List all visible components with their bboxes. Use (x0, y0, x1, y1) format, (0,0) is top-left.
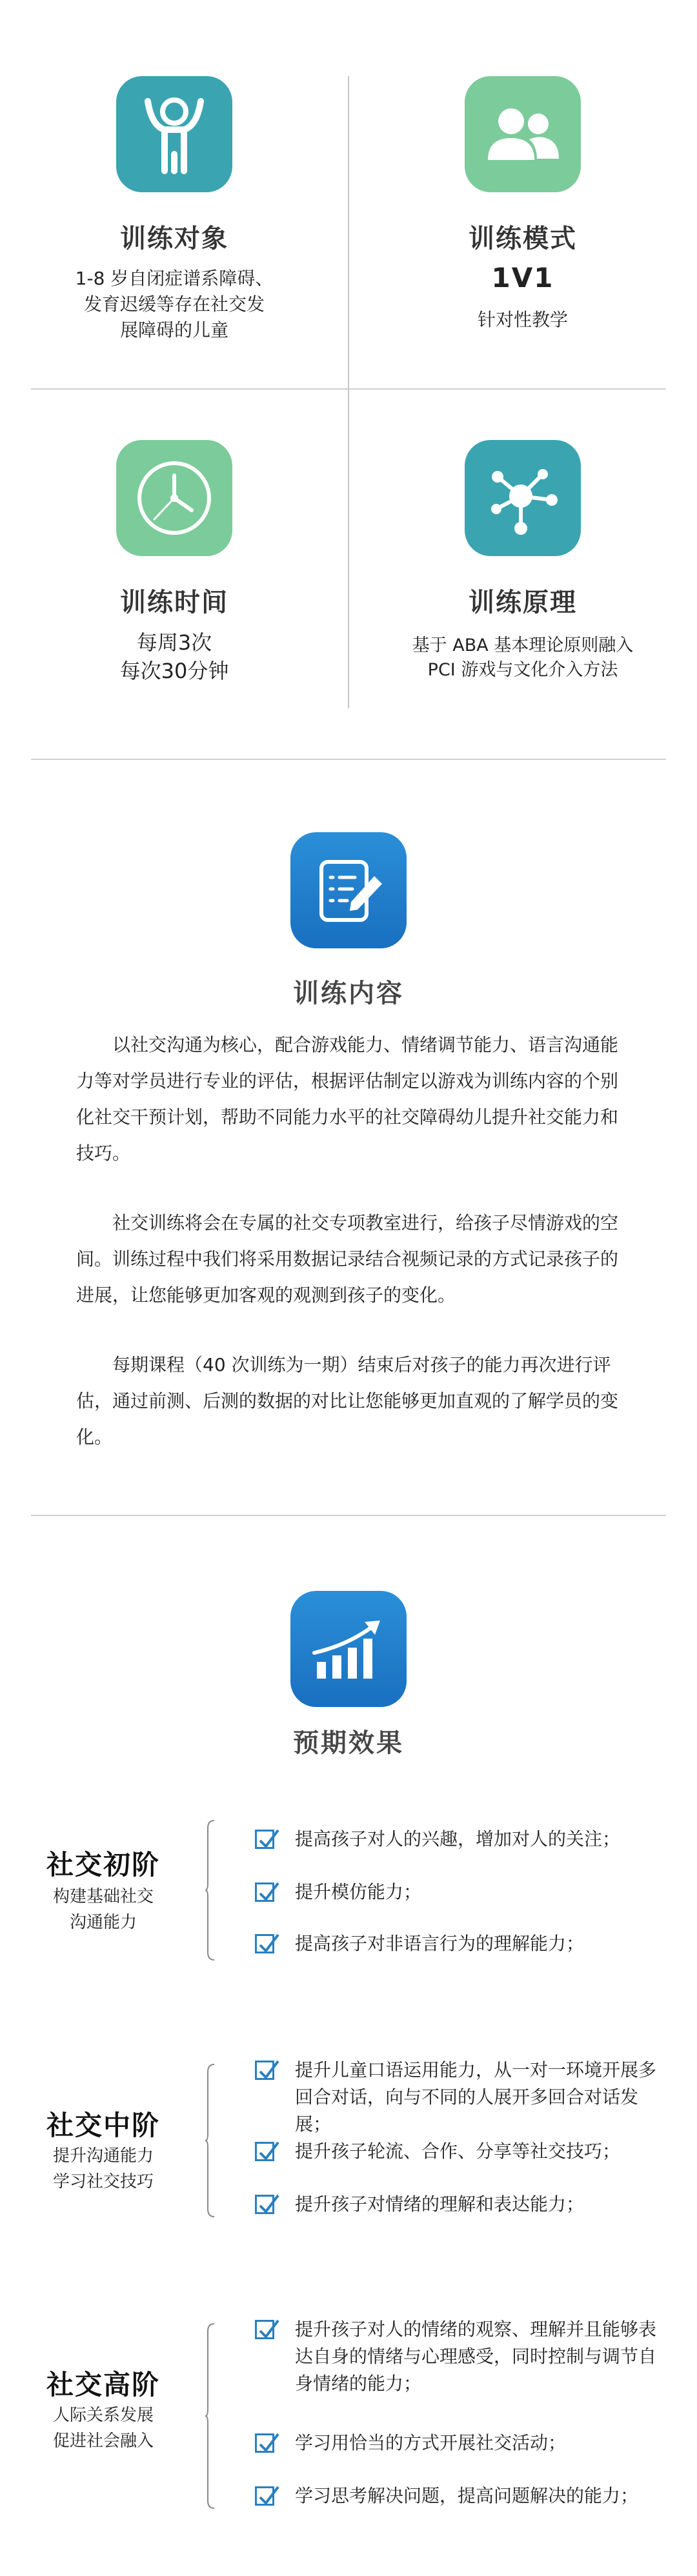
feature-principle (348, 388, 697, 711)
level-subtitle-line: 促进社会融入 (52, 2431, 154, 2451)
growth-chart-icon (290, 1591, 407, 1707)
item-text (295, 2057, 669, 2138)
level-subtitle (39, 2402, 168, 2454)
checkbox-icon (255, 2142, 274, 2161)
feature-title: 训练时间 (120, 588, 228, 617)
checkbox-icon (255, 2195, 274, 2214)
item-line: 提升孩子轮流、合作、分享等社交技巧； (295, 2141, 621, 2162)
feature-line: PCI 游戏与文化介入方法 (427, 660, 618, 680)
feature-title: 训练原理 (469, 588, 577, 617)
expected-effects-title: 预期效果 (293, 1728, 404, 1758)
checkbox-icon (255, 2320, 274, 2339)
feature-text (39, 266, 310, 343)
feature-line: 发育迟缓等存在社交发 (83, 294, 265, 315)
edit-document-icon (290, 832, 407, 948)
people-icon (465, 76, 581, 192)
feature-text (368, 634, 678, 683)
level-subtitle (39, 1884, 168, 1935)
level-brace (205, 1819, 216, 1961)
checkbox-icon (255, 1882, 274, 1902)
level-title: 社交高阶 (46, 2369, 160, 2401)
feature-line: 基于 ABA 基本理论原则融入 (412, 635, 634, 655)
item-line: 提升孩子对人的情绪的观察、理解并且能够表 (295, 2319, 657, 2340)
level-brace (205, 2063, 216, 2218)
feature-time (0, 388, 348, 711)
content-paragraph: 以社交沟通为核心，配合游戏能力、情绪调节能力、语言沟通能力等对学员进行专业的评估，根据评估制定以游戏为训练内容的个别化社交干预计划，帮助不同能力水平的社交障碍幼儿提升社交能力和技巧。 (76, 1034, 619, 1164)
item-line: 提升模仿能力； (295, 1881, 422, 1902)
level-title: 社交初阶 (46, 1849, 160, 1881)
item-line: 学习思考解决问题，提高问题解决的能力； (295, 2485, 639, 2506)
molecule-icon (465, 440, 581, 556)
checkbox-icon (255, 2433, 274, 2453)
checkbox-icon (255, 1934, 274, 1953)
level-subtitle (39, 2143, 168, 2195)
level-subtitle-line: 沟通能力 (69, 1913, 137, 1932)
level-subtitle-line: 构建基础社交 (52, 1887, 154, 1906)
feature-title: 训练模式 (469, 224, 577, 254)
level-title: 社交中阶 (46, 2110, 160, 2141)
checkbox-icon (255, 1830, 274, 1849)
section-divider (31, 759, 666, 760)
item-text (295, 2316, 669, 2397)
feature-highlight: 1V1 (491, 262, 554, 294)
item-line: 提高孩子对非语言行为的理解能力； (295, 1933, 585, 1954)
clock-icon (116, 440, 232, 556)
item-line: 学习用恰当的方式开展社交活动； (295, 2432, 567, 2453)
item-line: 提升儿童口语运用能力，从一对一环境开展多 (295, 2059, 657, 2081)
section-divider (31, 1515, 666, 1516)
feature-line: 1-8 岁自闭症谱系障碍、 (75, 268, 274, 289)
level-subtitle-line: 学习社交技巧 (52, 2172, 154, 2192)
item-line: 回合对话，向与不同的人展开多回合对话发展； (295, 2086, 639, 2135)
feature-mode (348, 0, 697, 387)
level-subtitle-line: 提升沟通能力 (52, 2146, 154, 2166)
feature-target (0, 0, 348, 387)
feature-line: 针对性教学 (477, 309, 568, 330)
checkbox-icon (255, 2061, 274, 2080)
feature-text (39, 628, 310, 685)
checkbox-icon (255, 2486, 274, 2506)
content-paragraph: 社交训练将会在专属的社交专项教室进行，给孩子尽情游戏的空间。训练过程中我们将采用数据记录结合视频记录的方式记录孩子的进展，让您能够更加客观的观测到孩子的变化。 (76, 1212, 619, 1306)
level-subtitle-line: 人际关系发展 (52, 2406, 154, 2425)
item-line: 提高孩子对人的兴趣，增加对人的关注； (295, 1828, 621, 1850)
feature-title: 训练对象 (120, 224, 228, 254)
item-line: 提升孩子对情绪的理解和表达能力； (295, 2193, 585, 2215)
child-figure-icon (116, 76, 232, 192)
feature-line: 展障碍的儿童 (119, 319, 228, 341)
feature-line: 每周3次 (136, 630, 212, 655)
level-brace (205, 2322, 216, 2510)
content-paragraph: 每期课程（40 次训练为一期）结束后对孩子的能力再次进行评估，通过前测、后测的数据的对比让您能够更加直观的了解学员的变化。 (76, 1354, 619, 1448)
feature-line: 每次30分钟 (119, 659, 229, 683)
item-line: 身情绪的能力； (295, 2373, 422, 2394)
item-line: 达自身的情绪与心理感受，同时控制与调节自 (295, 2346, 657, 2367)
training-content-title: 训练内容 (293, 979, 404, 1008)
